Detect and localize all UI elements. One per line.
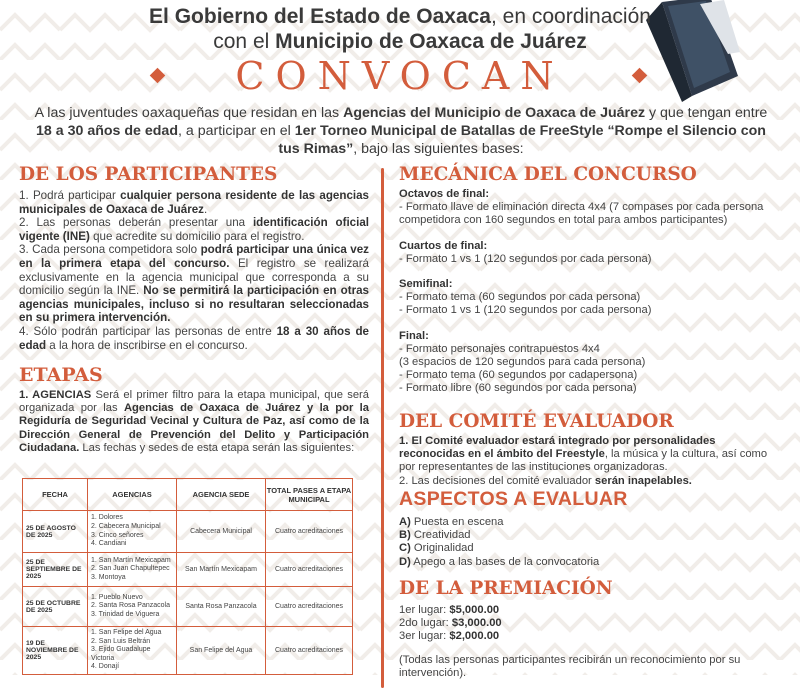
table-cell-pases: Cuatro acreditaciones xyxy=(266,553,353,587)
table-header-fecha: FECHA xyxy=(23,479,88,511)
premiacion-note: (Todas las personas participantes recibirán un reconocimiento por su intervención). xyxy=(399,653,741,679)
participantes-title: DE LOS PARTICIPANTES xyxy=(19,164,278,185)
premiacion-title: DE LA PREMIACIÓN xyxy=(399,578,613,599)
table-cell-pases: Cuatro acreditaciones xyxy=(266,587,353,627)
agencias-table xyxy=(22,478,353,675)
premiacion-list xyxy=(399,604,779,680)
table-row xyxy=(23,553,353,587)
etapas-title: ETAPAS xyxy=(19,364,103,386)
table-cell-agencias: 1. San Felipe del Agua 2. San Luis Beltrán 3. Ejido Guadalupe Victoria 4. Donají xyxy=(88,627,177,675)
list-item: B) Creatividad xyxy=(399,529,471,542)
intro-paragraph: A las juventudes oaxaqueñas que residan en las Agencias del Municipio de Oaxaca de Juárez y que tengan entre 18 a 30 años de edad, a participar en el 1er Torneo Municipal de Batallas de FreeStyle “Rompe el Silencio con tus Rimas”, bajo las siguientes bases: xyxy=(34,105,768,157)
table-row xyxy=(23,511,353,553)
table-cell-fecha: 25 DE SEPTIEMBRE DE 2025 xyxy=(23,553,88,587)
header-line-2: con el Municipio de Oaxaca de Juárez xyxy=(213,30,587,53)
header-line-1: El Gobierno del Estado de Oaxaca, en coordinación xyxy=(149,5,651,28)
table-cell-fecha: 25 DE OCTUBRE DE 2025 xyxy=(23,587,88,627)
table-cell-fecha: 25 DE AGOSTO DE 2025 xyxy=(23,511,88,553)
table-cell-sede: San Martín Mexicapam xyxy=(177,553,266,587)
table-header-pases: TOTAL PASES A ETAPA MUNICIPAL xyxy=(266,479,353,511)
table-cell-pases: Cuatro acreditaciones xyxy=(266,627,353,675)
comite-text: 1. El Comité evaluador estará integrado por personalidades reconocidas en el ámbito del Freestyle, la música y la cultura, así como por representantes de las instituciones organizadoras. 2. Las decisiones del comité evaluador serán inapelables. xyxy=(399,435,768,487)
aspectos-title: ASPECTOS A EVALUAR xyxy=(399,488,628,510)
list-item: C) Originalidad xyxy=(399,542,474,555)
mecanica-text: Octavos de final: - Formato llave de eliminación directa 4x4 (7 compases por cada persona competidora con 160 segundos en total para ambos participantes) Cuartos de final: - Formato 1 vs 1 (120 segundos por cada persona) Semifinal: - Formato tema (60 segundos por cada persona) - Formato 1 vs 1 (120 segundos por cada persona) Final: - Formato personajes contrapuestos 4x4 (3 espacios de 120 segundos para cada persona) - Formato tema (60 segundos por cadapersona) - Formato libre (60 segundos por cada persona) xyxy=(399,188,764,395)
table-cell-agencias: 1. San Martín Mexicapam 2. San Juan Chapultepec 3. Montoya xyxy=(88,553,177,587)
aspectos-list xyxy=(399,516,779,569)
list-item: 3er lugar: $2,000.00 xyxy=(399,630,500,643)
convocan-heading: CONVOCAN xyxy=(235,54,565,98)
table-cell-sede: San Felipe del Agua xyxy=(177,627,266,675)
table-cell-pases: Cuatro acreditaciones xyxy=(266,511,353,553)
table-cell-agencias: 1. Pueblo Nuevo 2. Santa Rosa Panzacola 3. Trinidad de Viguera xyxy=(88,587,177,627)
column-divider xyxy=(381,168,384,688)
table-cell-sede: Cabecera Municipal xyxy=(177,511,266,553)
mecanica-title: MECÁNICA DEL CONCURSO xyxy=(399,164,697,185)
list-item: 1er lugar: $5,000.00 xyxy=(399,604,500,616)
participantes-text: 1. Podrá participar cualquier persona residente de las agencias municipales de Oaxaca de Juárez. 2. Las personas deberán presentar una identificación oficial vigente (INE) que acredite su domicilio para el registro. 3. Cada persona competidora solo podrá participar una única vez en la primera etapa del concurso. El registro se realizará exclusivamente en la agencia municipal que corresponda a su domicilio según la INE. No se permitirá la participación en otras agencias municipales, incluso si no resultaran seleccionadas en su primera intervención. 4. Sólo podrán participar las personas de entre 18 a 30 años de edad a la hora de inscribirse en el concurso. xyxy=(19,189,370,352)
table-cell-fecha: 19 DE NOVIEMBRE DE 2025 xyxy=(23,627,88,675)
comite-title: DEL COMITÉ EVALUADOR xyxy=(399,411,674,432)
list-item: D) Apego a las bases de la convocatoria xyxy=(399,555,600,568)
table-row xyxy=(23,627,353,675)
table-row xyxy=(23,587,353,627)
list-item: 2do lugar: $3,000.00 xyxy=(399,617,502,630)
etapas-text: 1. AGENCIAS Será el primer filtro para la etapa municipal, que será organizada por las Agencias de Oaxaca de Juárez y la por la Regiduría de Seguridad Vecinal y Cultura de Paz, así como de la Dirección General de Prevención del Delito y Participación Ciudadana. Las fechas y sedes de esta etapa serán las siguientes: xyxy=(19,389,370,454)
table-cell-agencias: 1. Dolores 2. Cabecera Municipal 3. Cinco señores 4. Candiani xyxy=(88,511,177,553)
table-header-sede: AGENCIA SEDE xyxy=(177,479,266,511)
list-item: A) Puesta en escena xyxy=(399,516,504,528)
table-cell-sede: Santa Rosa Panzacola xyxy=(177,587,266,627)
table-header-agencias: AGENCIAS xyxy=(88,479,177,511)
